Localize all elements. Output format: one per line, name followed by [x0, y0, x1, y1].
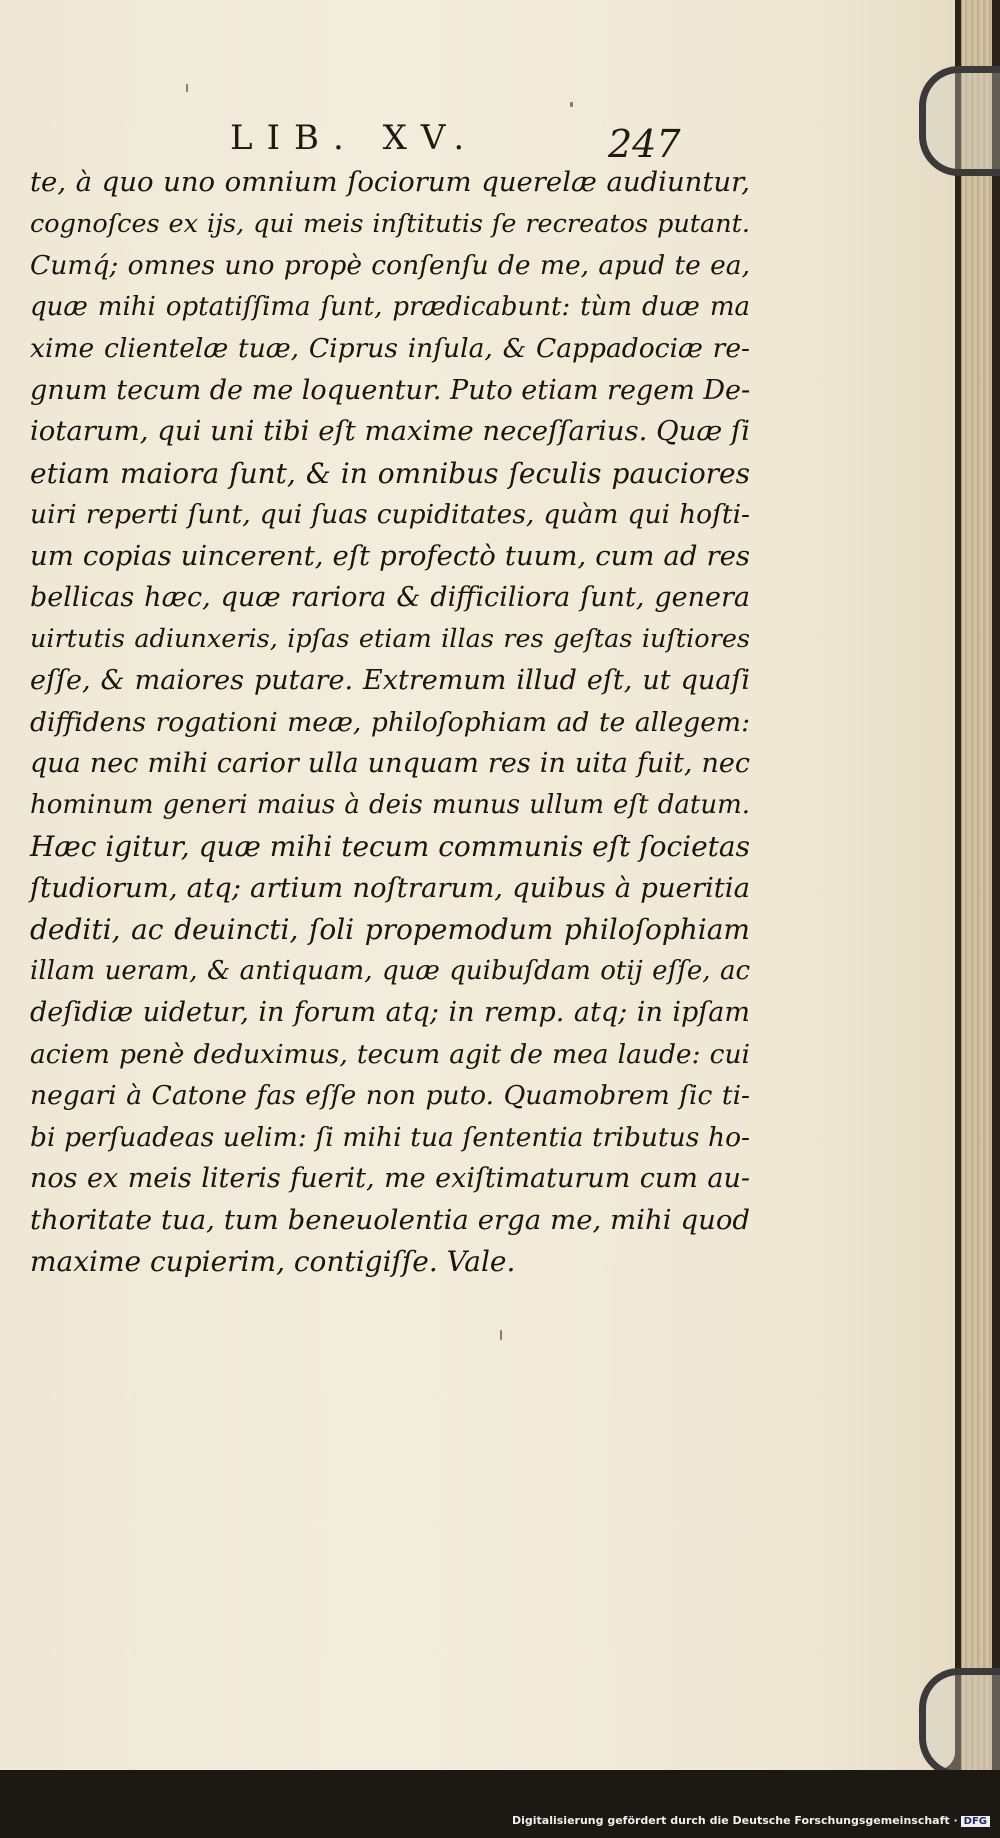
text-line: negari à Catone fas eſſe non puto. Quamobrem ſic ti-	[30, 1080, 750, 1111]
body-text	[30, 162, 750, 1283]
ink-speck	[570, 102, 573, 107]
text-line: nos ex meis literis fuerit, me exiſtimaturum cum au-	[30, 1163, 750, 1194]
text-line: qua nec mihi carior ulla unquam res in uita fuit, nec	[30, 748, 750, 779]
text-line: deſidiæ uidetur, in forum atq; in remp. atq; in ipſam	[30, 997, 750, 1028]
page-clip-bottom	[919, 1668, 1000, 1778]
scan-bottom-strip	[0, 1770, 1000, 1838]
text-line: Hæc igitur, quæ mihi tecum communis eſt ſocietas	[30, 830, 750, 863]
text-line: quæ mihi optatiſſima ſunt, prædicabunt: tùm duæ ma	[30, 291, 750, 322]
credit-text: Digitalisierung gefördert durch die Deutsche Forschungsgemeinschaft ·	[511, 1814, 958, 1827]
page-clip-top	[919, 66, 1000, 176]
text-line: bi perſuadeas uelim: ſi mihi tua ſententia tributus ho-	[30, 1121, 750, 1153]
text-line: Cumq́; omnes uno propè conſenſu de me, apud te ea,	[30, 250, 750, 281]
text-line: te, à quo uno omnium ſociorum querelæ audiuntur,	[30, 166, 750, 198]
text-line: hominum generi maius à deis munus ullum eſt datum.	[30, 789, 750, 820]
page-edges	[961, 0, 992, 1770]
text-line: um copias uincerent, eſt profectò tuum, cum ad res	[30, 539, 750, 572]
text-line: gnum tecum de me loquentur. Puto etiam regem De-	[30, 374, 751, 406]
text-line: cognoſces ex ijs, qui meis inſtitutis ſe recreatos putant.	[30, 208, 750, 239]
text-line: thoritate tua, tum beneuolentia erga me, mihi quod	[30, 1203, 750, 1236]
ink-speck	[186, 84, 188, 92]
text-line: etiam maiora ſunt, & in omnibus ſeculis pauciores	[30, 456, 750, 490]
digitization-credit	[512, 1814, 990, 1827]
text-line: illam ueram, & antiquam, quæ quibuſdam otij eſſe, ac	[30, 955, 750, 986]
text-line: uirtutis adiunxeris, ipſas etiam illas res geſtas iuſtiores	[30, 623, 750, 654]
text-line: aciem penè deduximus, tecum agit de mea laude: cui	[30, 1038, 750, 1070]
text-line: xime clientelæ tuæ, Ciprus inſula, & Cappadociæ re-	[30, 333, 750, 364]
text-line: eſſe, & maiores putare. Extremum illud eſt, ut quaſi	[30, 665, 750, 696]
page-number: 247	[608, 122, 681, 166]
dfg-logo: DFG	[961, 1816, 990, 1827]
text-line: iotarum, qui uni tibi eſt maxime neceſſarius. Quæ ſi	[30, 415, 750, 447]
text-line: dediti, ac deuincti, ſoli propemodum philoſophiam	[30, 913, 750, 946]
text-line: ſtudiorum, atq; artium noſtrarum, quibus à pueritia	[30, 871, 750, 904]
text-line: bellicas hæc, quæ rariora & difficiliora ſunt, genera	[30, 582, 750, 613]
ink-speck	[500, 1330, 502, 1340]
text-line: diffidens rogationi meæ, philoſophiam ad te allegem:	[30, 706, 750, 738]
text-line: maxime cupierim, contigiſſe. Vale.	[30, 1245, 516, 1278]
text-line: uiri reperti ſunt, qui ſuas cupiditates, quàm qui hoſti-	[30, 499, 750, 530]
page-header	[230, 118, 690, 166]
running-head: LIB. XV.	[230, 118, 479, 158]
